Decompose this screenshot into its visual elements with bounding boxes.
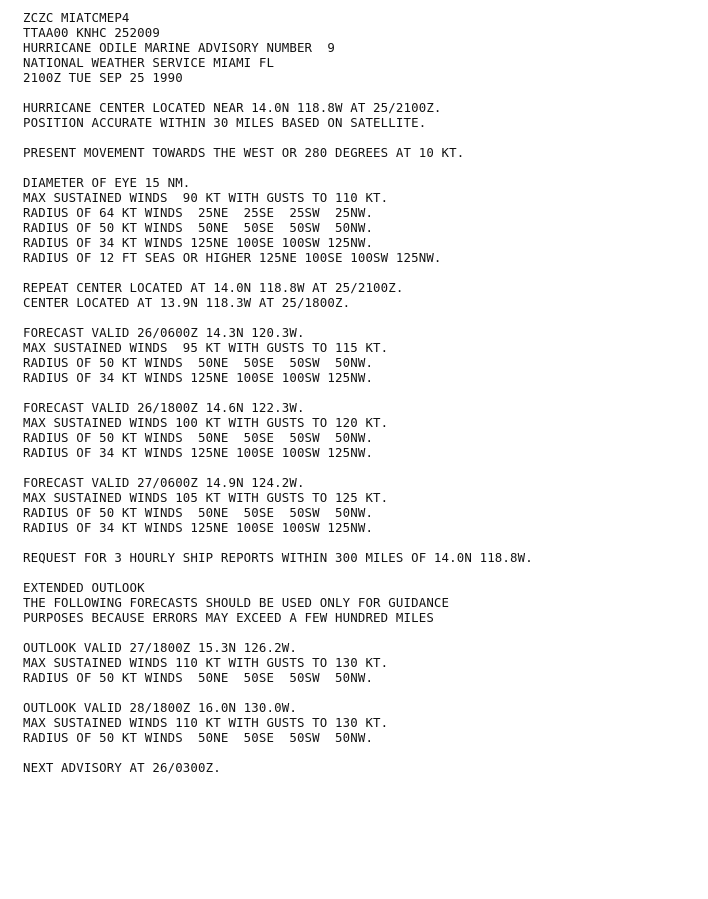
- advisory-paragraph: [23, 475, 703, 535]
- advisory-line: RADIUS OF 50 KT WINDS 50NE 50SE 50SW 50NW.: [23, 430, 374, 445]
- advisory-line: OUTLOOK VALID 28/1800Z 16.0N 130.0W.: [23, 700, 297, 715]
- advisory-line: CENTER LOCATED AT 13.9N 118.3W AT 25/1800Z.: [23, 295, 351, 310]
- advisory-line: FORECAST VALID 26/1800Z 14.6N 122.3W.: [23, 400, 305, 415]
- advisory-line: DIAMETER OF EYE 15 NM.: [23, 175, 191, 190]
- advisory-line: OUTLOOK VALID 27/1800Z 15.3N 126.2W.: [23, 640, 297, 655]
- advisory-line: MAX SUSTAINED WINDS 110 KT WITH GUSTS TO 130 KT.: [23, 715, 389, 730]
- advisory-line: RADIUS OF 50 KT WINDS 50NE 50SE 50SW 50NW.: [23, 355, 374, 370]
- advisory-line: RADIUS OF 34 KT WINDS 125NE 100SE 100SW 125NW.: [23, 520, 374, 535]
- marine-advisory-document: [23, 10, 703, 790]
- advisory-line: RADIUS OF 50 KT WINDS 50NE 50SE 50SW 50NW.: [23, 730, 374, 745]
- advisory-line: RADIUS OF 50 KT WINDS 50NE 50SE 50SW 50NW.: [23, 220, 374, 235]
- advisory-line: MAX SUSTAINED WINDS 90 KT WITH GUSTS TO 110 KT.: [23, 190, 389, 205]
- advisory-line: REPEAT CENTER LOCATED AT 14.0N 118.8W AT 25/2100Z.: [23, 280, 404, 295]
- advisory-line: THE FOLLOWING FORECASTS SHOULD BE USED ONLY FOR GUIDANCE: [23, 595, 450, 610]
- advisory-paragraph: [23, 760, 703, 775]
- advisory-line: REQUEST FOR 3 HOURLY SHIP REPORTS WITHIN 300 MILES OF 14.0N 118.8W.: [23, 550, 533, 565]
- advisory-line: HURRICANE ODILE MARINE ADVISORY NUMBER 9: [23, 40, 336, 55]
- advisory-line: TTAA00 KNHC 252009: [23, 25, 160, 40]
- advisory-line: RADIUS OF 50 KT WINDS 50NE 50SE 50SW 50NW.: [23, 505, 374, 520]
- advisory-line: MAX SUSTAINED WINDS 110 KT WITH GUSTS TO 130 KT.: [23, 655, 389, 670]
- advisory-paragraph: [23, 10, 703, 85]
- advisory-line: RADIUS OF 50 KT WINDS 50NE 50SE 50SW 50NW.: [23, 670, 374, 685]
- advisory-line: RADIUS OF 34 KT WINDS 125NE 100SE 100SW 125NW.: [23, 445, 374, 460]
- advisory-line: MAX SUSTAINED WINDS 100 KT WITH GUSTS TO 120 KT.: [23, 415, 389, 430]
- advisory-line: HURRICANE CENTER LOCATED NEAR 14.0N 118.8W AT 25/2100Z.: [23, 100, 442, 115]
- advisory-paragraph: [23, 700, 703, 745]
- advisory-paragraph: [23, 550, 703, 565]
- advisory-line: 2100Z TUE SEP 25 1990: [23, 70, 183, 85]
- advisory-line: RADIUS OF 34 KT WINDS 125NE 100SE 100SW 125NW.: [23, 370, 374, 385]
- advisory-line: MAX SUSTAINED WINDS 95 KT WITH GUSTS TO 115 KT.: [23, 340, 389, 355]
- advisory-line: PURPOSES BECAUSE ERRORS MAY EXCEED A FEW HUNDRED MILES: [23, 610, 434, 625]
- advisory-paragraph: [23, 100, 703, 130]
- advisory-line: RADIUS OF 64 KT WINDS 25NE 25SE 25SW 25NW.: [23, 205, 374, 220]
- advisory-paragraph: [23, 325, 703, 385]
- advisory-line: POSITION ACCURATE WITHIN 30 MILES BASED ON SATELLITE.: [23, 115, 427, 130]
- advisory-line: EXTENDED OUTLOOK: [23, 580, 145, 595]
- advisory-line: RADIUS OF 12 FT SEAS OR HIGHER 125NE 100SE 100SW 125NW.: [23, 250, 442, 265]
- advisory-paragraph: [23, 280, 703, 310]
- advisory-line: NATIONAL WEATHER SERVICE MIAMI FL: [23, 55, 275, 70]
- advisory-paragraph: [23, 145, 703, 160]
- advisory-line: MAX SUSTAINED WINDS 105 KT WITH GUSTS TO 125 KT.: [23, 490, 389, 505]
- advisory-paragraph: [23, 580, 703, 625]
- advisory-line: ZCZC MIATCMEP4: [23, 10, 130, 25]
- advisory-line: PRESENT MOVEMENT TOWARDS THE WEST OR 280 DEGREES AT 10 KT.: [23, 145, 465, 160]
- advisory-line: FORECAST VALID 27/0600Z 14.9N 124.2W.: [23, 475, 305, 490]
- advisory-line: RADIUS OF 34 KT WINDS 125NE 100SE 100SW 125NW.: [23, 235, 374, 250]
- advisory-paragraph: [23, 175, 703, 265]
- advisory-paragraph: [23, 400, 703, 460]
- advisory-line: FORECAST VALID 26/0600Z 14.3N 120.3W.: [23, 325, 305, 340]
- advisory-paragraph: [23, 640, 703, 685]
- advisory-line: NEXT ADVISORY AT 26/0300Z.: [23, 760, 221, 775]
